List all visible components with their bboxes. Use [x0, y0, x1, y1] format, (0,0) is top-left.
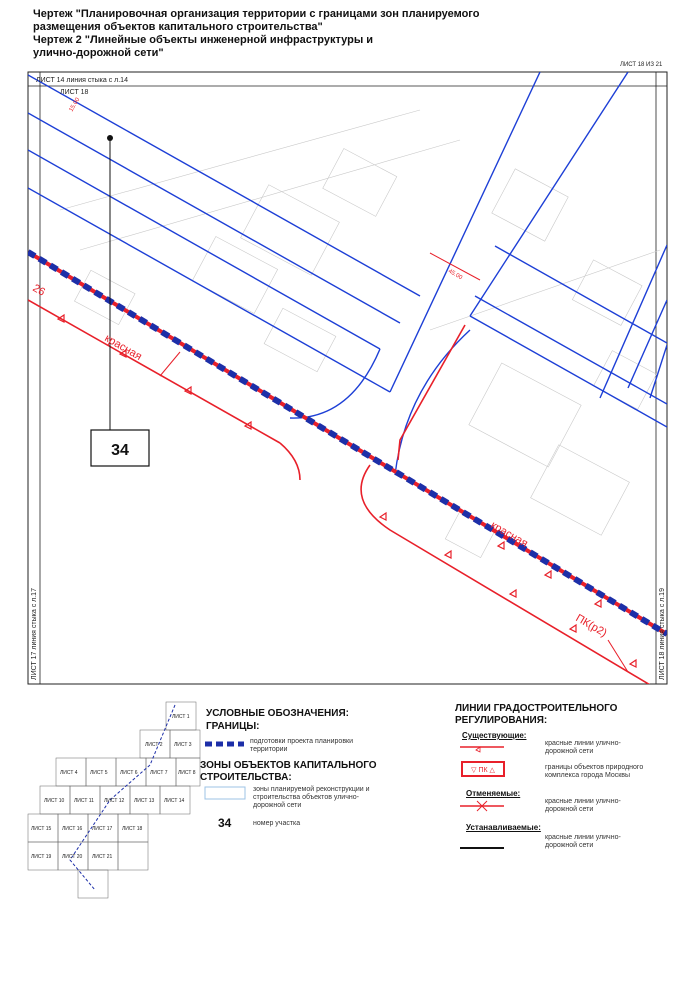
- svg-text:ЛИСТ 10: ЛИСТ 10: [44, 798, 65, 804]
- title-line-1: Чертеж "Планировочная организация территории с границами зон планируемого: [33, 8, 480, 20]
- blue-road-lines: [28, 72, 667, 475]
- legend-existing-nature-desc: границы объектов природного комплекса города Москвы: [545, 764, 644, 779]
- sheet-18-label: ЛИСТ 18: [60, 89, 89, 96]
- svg-text:ЛИСТ 3: ЛИСТ 3: [174, 742, 192, 748]
- sheet-right-label: ЛИСТ 18 линия стыка с л.19: [659, 588, 666, 680]
- svg-text:ЛИСТ 18: ЛИСТ 18: [122, 826, 143, 832]
- legend-borders-title: ГРАНИЦЫ:: [206, 721, 260, 732]
- title-line-3: Чертеж 2 "Линейные объекты инженерной инфраструктуры и: [33, 34, 374, 46]
- title-line-2: размещения объектов капитального строительства": [33, 21, 323, 33]
- svg-text:ЛИСТ 1: ЛИСТ 1: [172, 714, 190, 720]
- sheet-left-label: ЛИСТ 17 линия стыка с л.17: [31, 588, 38, 680]
- sheet-top-right-label: ЛИСТ 18 ИЗ 21: [620, 62, 663, 68]
- svg-text:ЛИСТ 2: ЛИСТ 2: [145, 742, 163, 748]
- red-lines: [28, 300, 667, 695]
- legend-zone-symbol: [205, 787, 245, 799]
- plot-callout-dot: [107, 135, 113, 141]
- map-frame: [28, 72, 667, 684]
- dimension-45-label: 45.00: [447, 268, 464, 282]
- legend-regulation-title: ЛИНИИ ГРАДОСТРОИТЕЛЬНОГО РЕГУЛИРОВАНИЯ:: [455, 703, 618, 726]
- legend-existing-title: Существующие:: [462, 731, 527, 740]
- legend-established-title: Устанавливаемые:: [466, 823, 541, 832]
- legend-cancelled-title: Отменяемые:: [466, 789, 521, 798]
- svg-text:ЛИСТ 17: ЛИСТ 17: [92, 826, 113, 832]
- legend-existing-red-symbol: [460, 747, 504, 752]
- svg-text:ЛИСТ 8: ЛИСТ 8: [178, 770, 196, 776]
- legend-cancelled-red-desc: красные линии улично-дорожной сети: [545, 798, 621, 813]
- svg-text:ЛИСТ 20: ЛИСТ 20: [62, 854, 83, 860]
- plot-number-text: 34: [111, 442, 129, 459]
- edge-label: 26: [30, 282, 48, 299]
- legend-established-red-desc: красные линии улично-дорожной сети: [545, 834, 621, 849]
- pk-label: ПК(р2): [573, 612, 609, 640]
- dimension-15-label: 15.00: [68, 96, 82, 113]
- svg-text:ЛИСТ 14: ЛИСТ 14: [164, 798, 185, 804]
- legend-cancelled-symbol: [460, 801, 504, 811]
- background-buildings: [60, 110, 660, 558]
- dimension-tick: [160, 352, 180, 376]
- svg-text:▽ ПК △: ▽ ПК △: [471, 767, 495, 774]
- red-line-label-1: красная: [102, 332, 144, 363]
- legend-nature-symbol: [462, 762, 504, 776]
- title-line-4: улично-дорожной сети": [33, 47, 164, 59]
- legend-existing-red-desc: красные линии улично-дорожной сети: [545, 740, 621, 755]
- svg-text:ЛИСТ 19: ЛИСТ 19: [31, 854, 52, 860]
- legend-conventions-title: УСЛОВНЫЕ ОБОЗНАЧЕНИЯ:: [206, 708, 349, 719]
- svg-text:ЛИСТ 11: ЛИСТ 11: [74, 798, 94, 804]
- sheet-index-labels: [31, 714, 196, 860]
- legend-zones-item: зоны планируемой реконструкции и строительства объектов улично-дорожной сети: [253, 786, 370, 809]
- svg-text:ЛИСТ 21: ЛИСТ 21: [92, 854, 113, 860]
- red-line-label-2: красная: [488, 519, 530, 550]
- svg-text:ЛИСТ 4: ЛИСТ 4: [60, 770, 78, 776]
- legend-borders-item: подготовки проекта планировки территории: [250, 738, 354, 753]
- sheet-top-left-label: ЛИСТ 14 линия стыка с л.14: [36, 77, 128, 84]
- svg-text:ЛИСТ 13: ЛИСТ 13: [134, 798, 155, 804]
- svg-text:ЛИСТ 6: ЛИСТ 6: [120, 770, 138, 776]
- svg-text:ЛИСТ 15: ЛИСТ 15: [31, 826, 52, 832]
- legend-zones-title: ЗОНЫ ОБЪЕКТОВ КАПИТАЛЬНОГО СТРОИТЕЛЬСТВА:: [200, 760, 377, 783]
- svg-text:ЛИСТ 5: ЛИСТ 5: [90, 770, 108, 776]
- legend-plot-number-desc: номер участка: [253, 820, 301, 827]
- svg-text:ЛИСТ 7: ЛИСТ 7: [150, 770, 168, 776]
- svg-text:ЛИСТ 12: ЛИСТ 12: [104, 798, 125, 804]
- legend-plot-number: 34: [218, 816, 232, 830]
- svg-text:ЛИСТ 16: ЛИСТ 16: [62, 826, 83, 832]
